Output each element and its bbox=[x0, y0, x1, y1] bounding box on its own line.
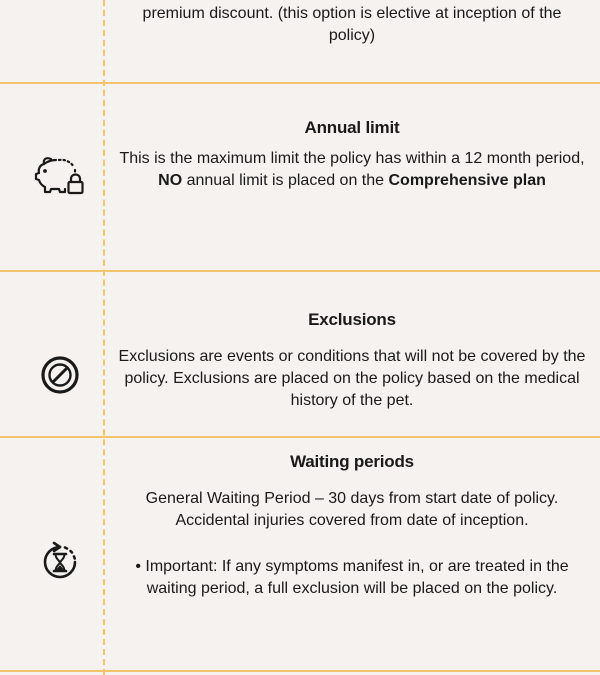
piggy-bank-lock-icon bbox=[32, 150, 88, 200]
section-divider bbox=[0, 670, 600, 672]
waiting-periods-general-text: General Waiting Period – 30 days from start date of policy. Accidental injuries covered from date of inception. bbox=[145, 490, 559, 529]
annual-limit-title: Annual limit bbox=[304, 118, 400, 137]
waiting-periods-title: Waiting periods bbox=[290, 452, 414, 471]
section-divider bbox=[0, 436, 600, 438]
waiting-periods-important-text: • Important: If any symptoms manifest in, or are treated in the waiting period, a full exclusion will be placed on the policy. bbox=[135, 558, 569, 597]
exclusions-title: Exclusions bbox=[308, 310, 396, 329]
hourglass-timer-icon bbox=[32, 537, 88, 587]
premium-discount-text: premium discount. (this option is elective at inception of the policy) bbox=[142, 5, 562, 44]
exclusions-text: Exclusions are events or conditions that will not be covered by the policy. Exclusions are placed on the policy based on the medical history of the pet. bbox=[118, 348, 586, 409]
vertical-dashed-divider bbox=[103, 0, 105, 675]
section-divider bbox=[0, 270, 600, 272]
annual-limit-text: This is the maximum limit the policy has within a 12 month period, NO annual limit is placed on the Comprehensive plan bbox=[119, 150, 585, 189]
prohibited-icon bbox=[32, 350, 88, 400]
section-divider bbox=[0, 82, 600, 84]
